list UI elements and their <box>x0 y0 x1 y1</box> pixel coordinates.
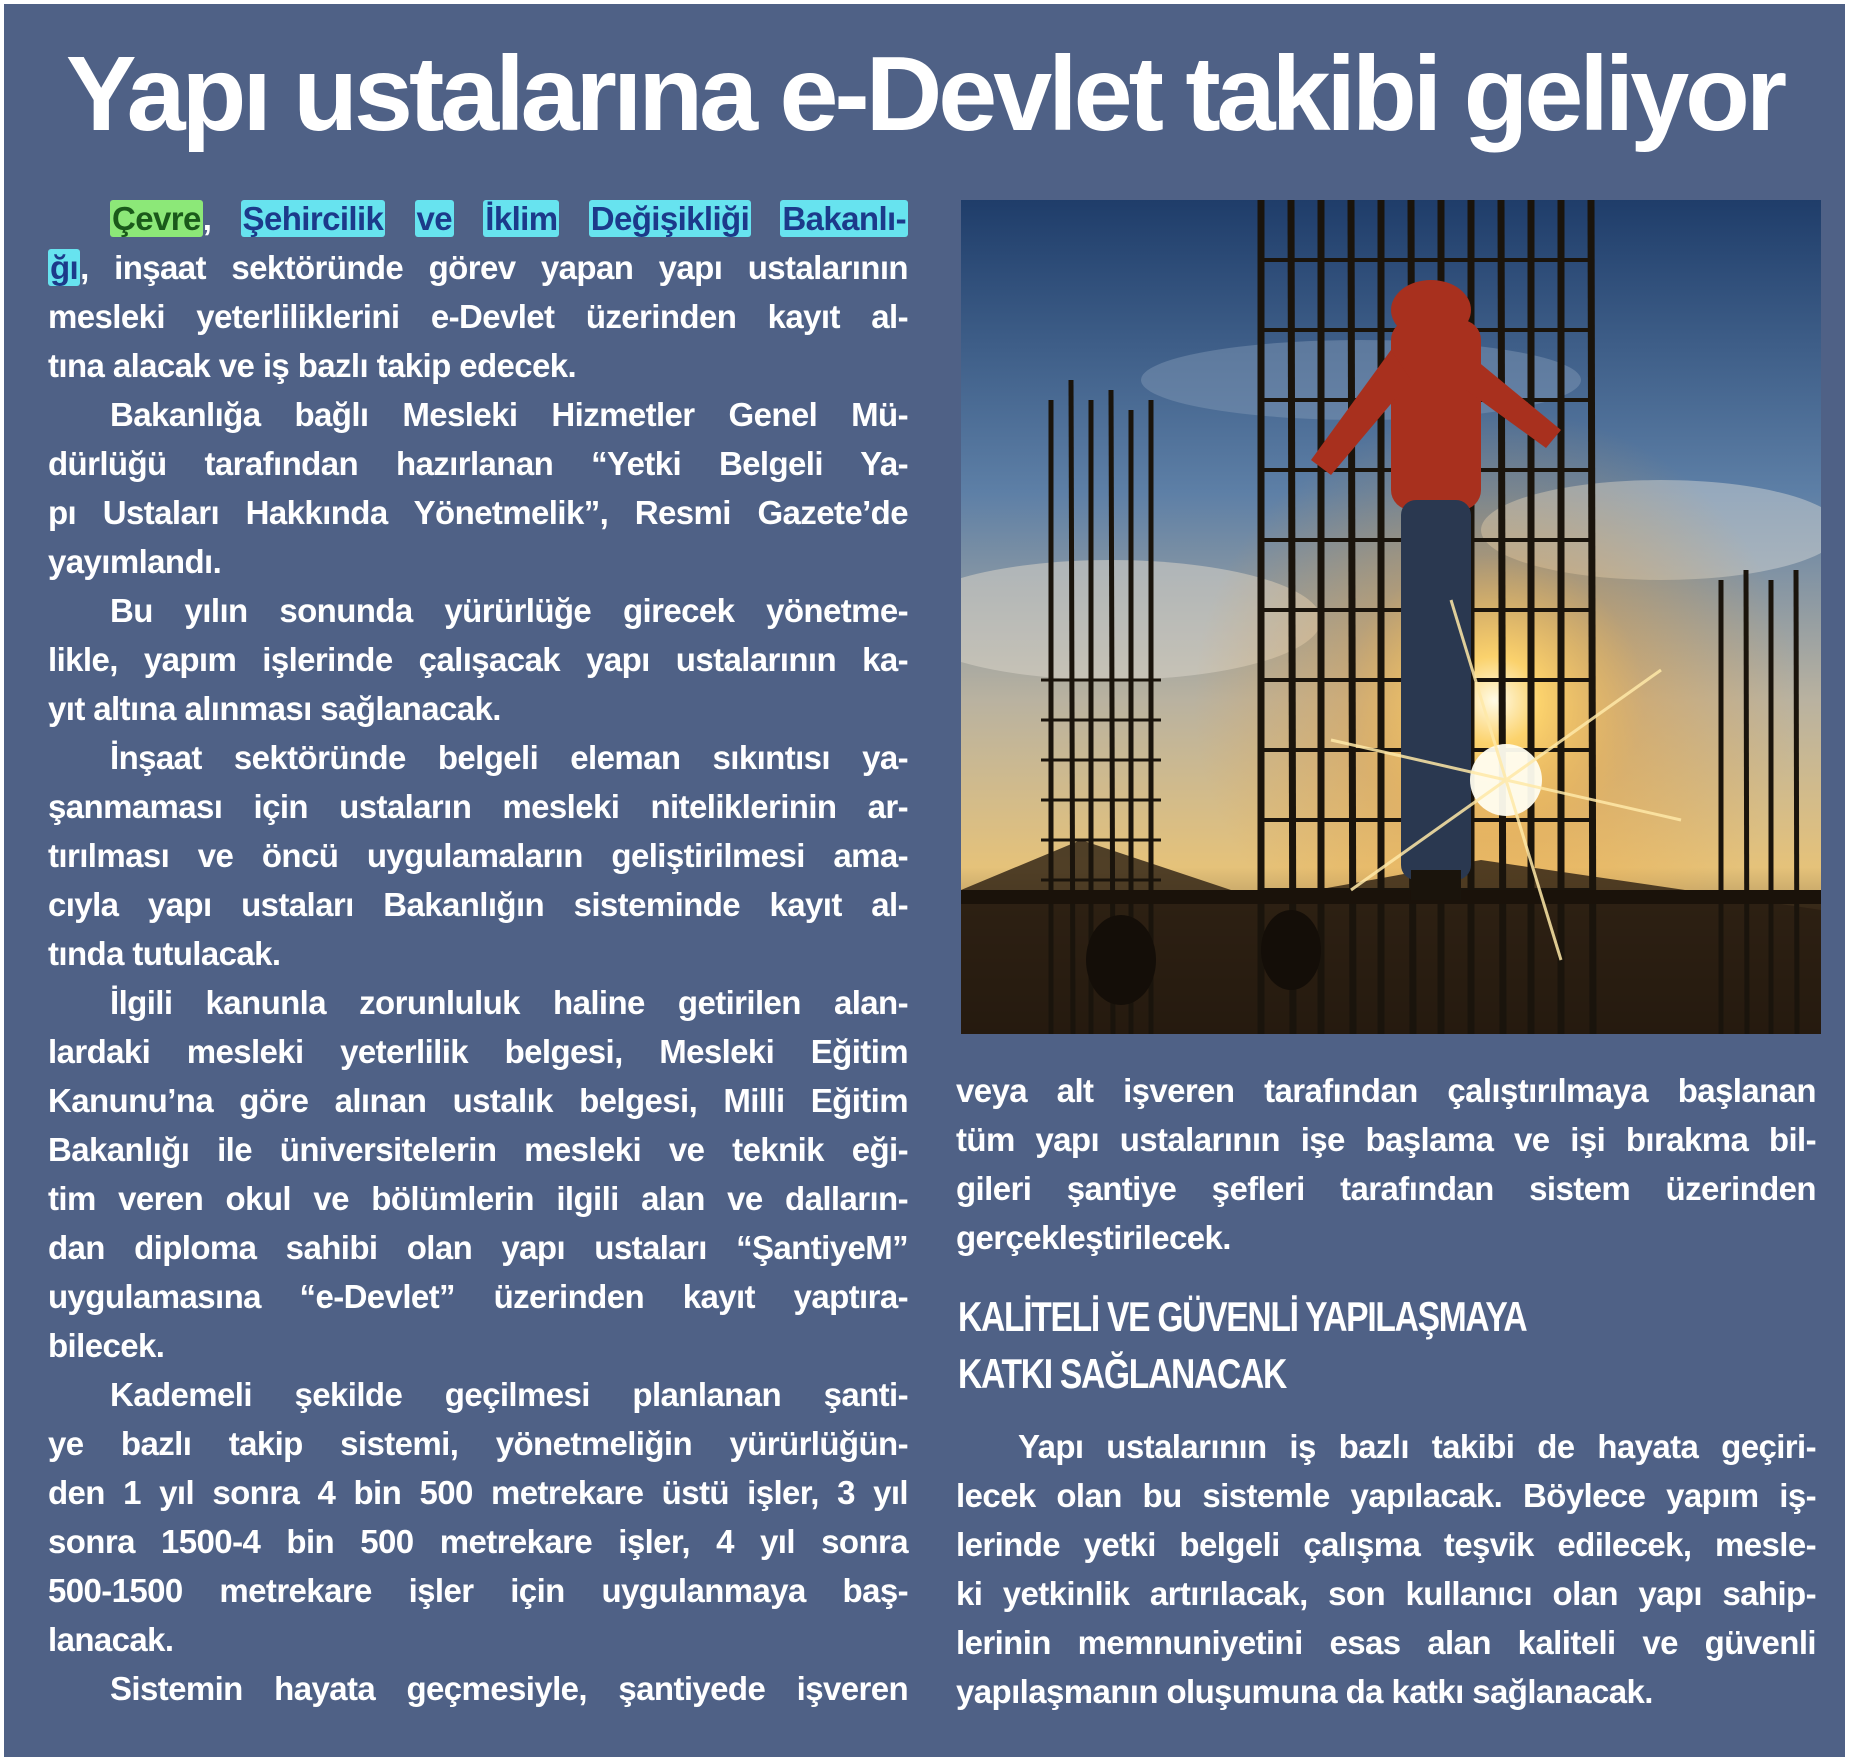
text-line: bilecek. <box>48 1327 165 1364</box>
text-line: 500-1500 metrekare işler için uygulanmaya baş- <box>48 1572 908 1609</box>
highlight-word: Bakanlı- <box>782 200 906 237</box>
highlight-word: Şehircilik <box>242 200 384 237</box>
text-line: tırılması ve öncü uygulamaların geliştirilmesi ama- <box>48 837 908 874</box>
subheading-line: KALİTELİ VE GÜVENLİ YAPILAŞMAYA <box>958 1293 1527 1340</box>
text-line: Bakanlığı ile üniversitelerin mesleki ve teknik eği- <box>48 1131 908 1168</box>
text-line: dan diploma sahibi olan yapı ustaları “ŞantiyeM” <box>48 1229 908 1266</box>
right-column-top <box>956 1066 1816 1262</box>
text-line: yapılaşmanın oluşumuna da katkı sağlanacak. <box>956 1673 1653 1710</box>
text-line: veya alt işveren tarafından çalıştırılmaya başlanan <box>956 1072 1816 1109</box>
left-column <box>48 194 908 1713</box>
highlight-word: ğı <box>50 249 79 286</box>
text-line: cıyla yapı ustaları Bakanlığın sisteminde kayıt al- <box>48 886 908 923</box>
text-line: İlgili kanunla zorunluluk haline getirilen alan- <box>110 984 908 1021</box>
headline: Yapı ustalarına e-Devlet takibi geliyor <box>65 35 1784 153</box>
text-line: İnşaat sektöründe belgeli eleman sıkıntısı ya- <box>110 739 908 776</box>
paragraph-2 <box>48 390 908 586</box>
paragraph-1-line-2: ğı, inşaat sektöründe görev yapan yapı ustalarının <box>50 249 908 286</box>
text-line: lerinde yetki belgeli çalışma teşvik edilecek, mesle- <box>956 1526 1816 1563</box>
text-line: dürlüğü tarafından hazırlanan “Yetki Belgeli Ya- <box>48 445 908 482</box>
text-line: sonra 1500-4 bin 500 metrekare işler, 4 yıl sonra <box>48 1523 908 1560</box>
text-line: yayımlandı. <box>48 543 222 580</box>
paragraph-5 <box>48 978 908 1370</box>
text-line: ki yetkinlik artırılacak, son kullanıcı olan yapı sahip- <box>956 1575 1816 1612</box>
text-line: şanmaması için ustaların mesleki niteliklerinin ar- <box>48 788 908 825</box>
text-line: uygulamasına “e-Devlet” üzerinden kayıt yaptıra- <box>48 1278 908 1315</box>
highlight-word: ve <box>416 200 453 237</box>
highlight-word: Değişikliği <box>590 200 750 237</box>
paragraph-6 <box>48 1370 908 1664</box>
highlight-word: Çevre <box>112 200 201 237</box>
text-line: tına alacak ve iş bazlı takip edecek. <box>48 347 577 384</box>
text-line: Bu yılın sonunda yürürlüğe girecek yönetme- <box>110 592 908 629</box>
text-line: Bakanlığa bağlı Mesleki Hizmetler Genel Mü- <box>110 396 908 433</box>
paragraph-4 <box>48 733 908 978</box>
text-line: gileri şantiye şefleri tarafından sistem üzerinden <box>956 1170 1816 1207</box>
paragraph-3 <box>48 586 908 733</box>
text-line: mesleki yeterliliklerini e-Devlet üzerinden kayıt al- <box>48 298 908 335</box>
paragraph-1-line-1: Çevre, Şehircilik ve İklim Değişikliği Bakanlı- <box>112 200 906 237</box>
text-line: tim veren okul ve bölümlerin ilgili alan ve dalların- <box>48 1180 908 1217</box>
paragraph-7 <box>48 1664 908 1713</box>
text-line: gerçekleştirilecek. <box>956 1219 1231 1256</box>
text-line: Kanunu’na göre alınan ustalık belgesi, Milli Eğitim <box>48 1082 908 1119</box>
text-line: yıt altına alınması sağlanacak. <box>48 690 501 727</box>
construction-worker-photo <box>961 200 1821 1034</box>
text-line: ye bazlı takip sistemi, yönetmeliğin yürürlüğün- <box>48 1425 908 1462</box>
paragraph-1 <box>48 194 908 390</box>
text-line: lecek olan bu sistemle yapılacak. Böylece yapım iş- <box>956 1477 1816 1514</box>
right-column-bottom <box>956 1422 1816 1716</box>
text-line: tında tutulacak. <box>48 935 281 972</box>
text-line: tüm yapı ustalarının işe başlama ve işi bırakma bil- <box>956 1121 1816 1158</box>
text-line: lardaki mesleki yeterlilik belgesi, Mesleki Eğitim <box>48 1033 908 1070</box>
subheading-line: KATKI SAĞLANACAK <box>958 1350 1286 1397</box>
text-line: lanacak. <box>48 1621 174 1658</box>
section-subheading <box>958 1288 1646 1402</box>
highlight-word: İklim <box>485 200 558 237</box>
text-line: pı Ustaları Hakkında Yönetmelik”, Resmi Gazete’de <box>48 494 908 531</box>
text-line: Yapı ustalarının iş bazlı takibi de hayata geçiri- <box>1018 1428 1816 1465</box>
text-line: lerinin memnuniyetini esas alan kaliteli ve güvenli <box>956 1624 1816 1661</box>
newspaper-clipping <box>4 4 1845 1757</box>
text-line: likle, yapım işlerinde çalışacak yapı ustalarının ka- <box>48 641 908 678</box>
text-line: den 1 yıl sonra 4 bin 500 metrekare üstü işler, 3 yıl <box>48 1474 908 1511</box>
text-line: Kademeli şekilde geçilmesi planlanan şanti- <box>110 1376 908 1413</box>
text-line: Sistemin hayata geçmesiyle, şantiyede işveren <box>110 1670 908 1707</box>
